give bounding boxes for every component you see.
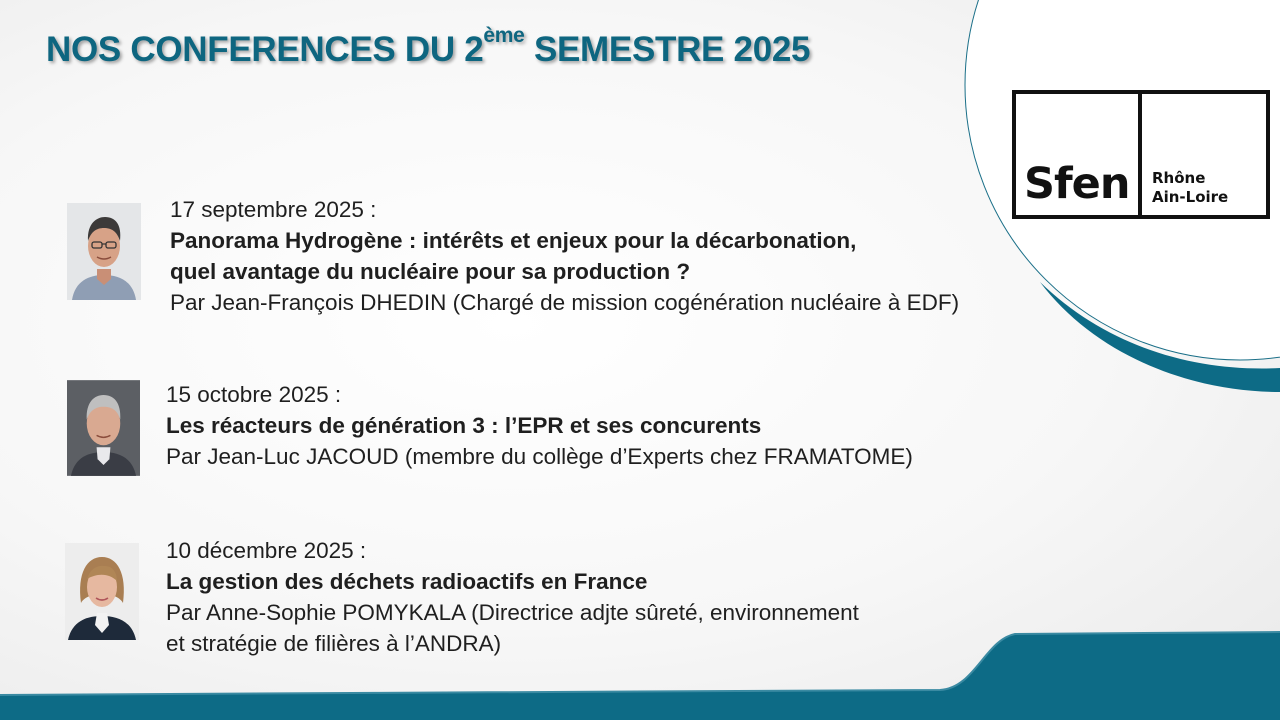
page-title (46, 24, 811, 70)
title-prefix: NOS CONFERENCES DU 2 (46, 30, 484, 69)
event-topic-line: quel avantage du nucléaire pour sa production ? (170, 259, 691, 284)
event-date: 15 octobre 2025 : (166, 382, 342, 407)
title-superscript: ème (483, 24, 525, 47)
logo-region-line2: Ain-Loire (1152, 188, 1229, 206)
event-info (166, 379, 913, 472)
speaker-photo-older-man (67, 380, 140, 476)
logo-region (1142, 94, 1266, 215)
event-topic-line: Les réacteurs de génération 3 : l’EPR et ses concurents (166, 413, 762, 438)
event-info (170, 194, 959, 318)
speaker-photo-man-glasses (67, 203, 141, 300)
title-suffix: SEMESTRE 2025 (524, 30, 811, 69)
event-speaker: Par Jean-François DHEDIN (Chargé de mission cogénération nucléaire à EDF) (170, 290, 960, 315)
event-info (166, 535, 859, 659)
speaker-photo-woman (65, 543, 139, 640)
logo-brand: Sfen (1016, 94, 1142, 215)
event-speaker: et stratégie de filières à l’ANDRA) (166, 631, 502, 656)
event-speaker: Par Anne-Sophie POMYKALA (Directrice adjte sûreté, environnement (166, 600, 859, 625)
event-topic-line: Panorama Hydrogène : intérêts et enjeux pour la décarbonation, (170, 228, 857, 253)
event-date: 10 décembre 2025 : (166, 538, 367, 563)
event-topic-line: La gestion des déchets radioactifs en France (166, 569, 648, 594)
event-speaker: Par Jean-Luc JACOUD (membre du collège d’Experts chez FRAMATOME) (166, 444, 913, 469)
logo-region-line1: Rhône (1152, 169, 1206, 187)
sfen-logo (1012, 90, 1270, 219)
event-date: 17 septembre 2025 : (170, 197, 377, 222)
